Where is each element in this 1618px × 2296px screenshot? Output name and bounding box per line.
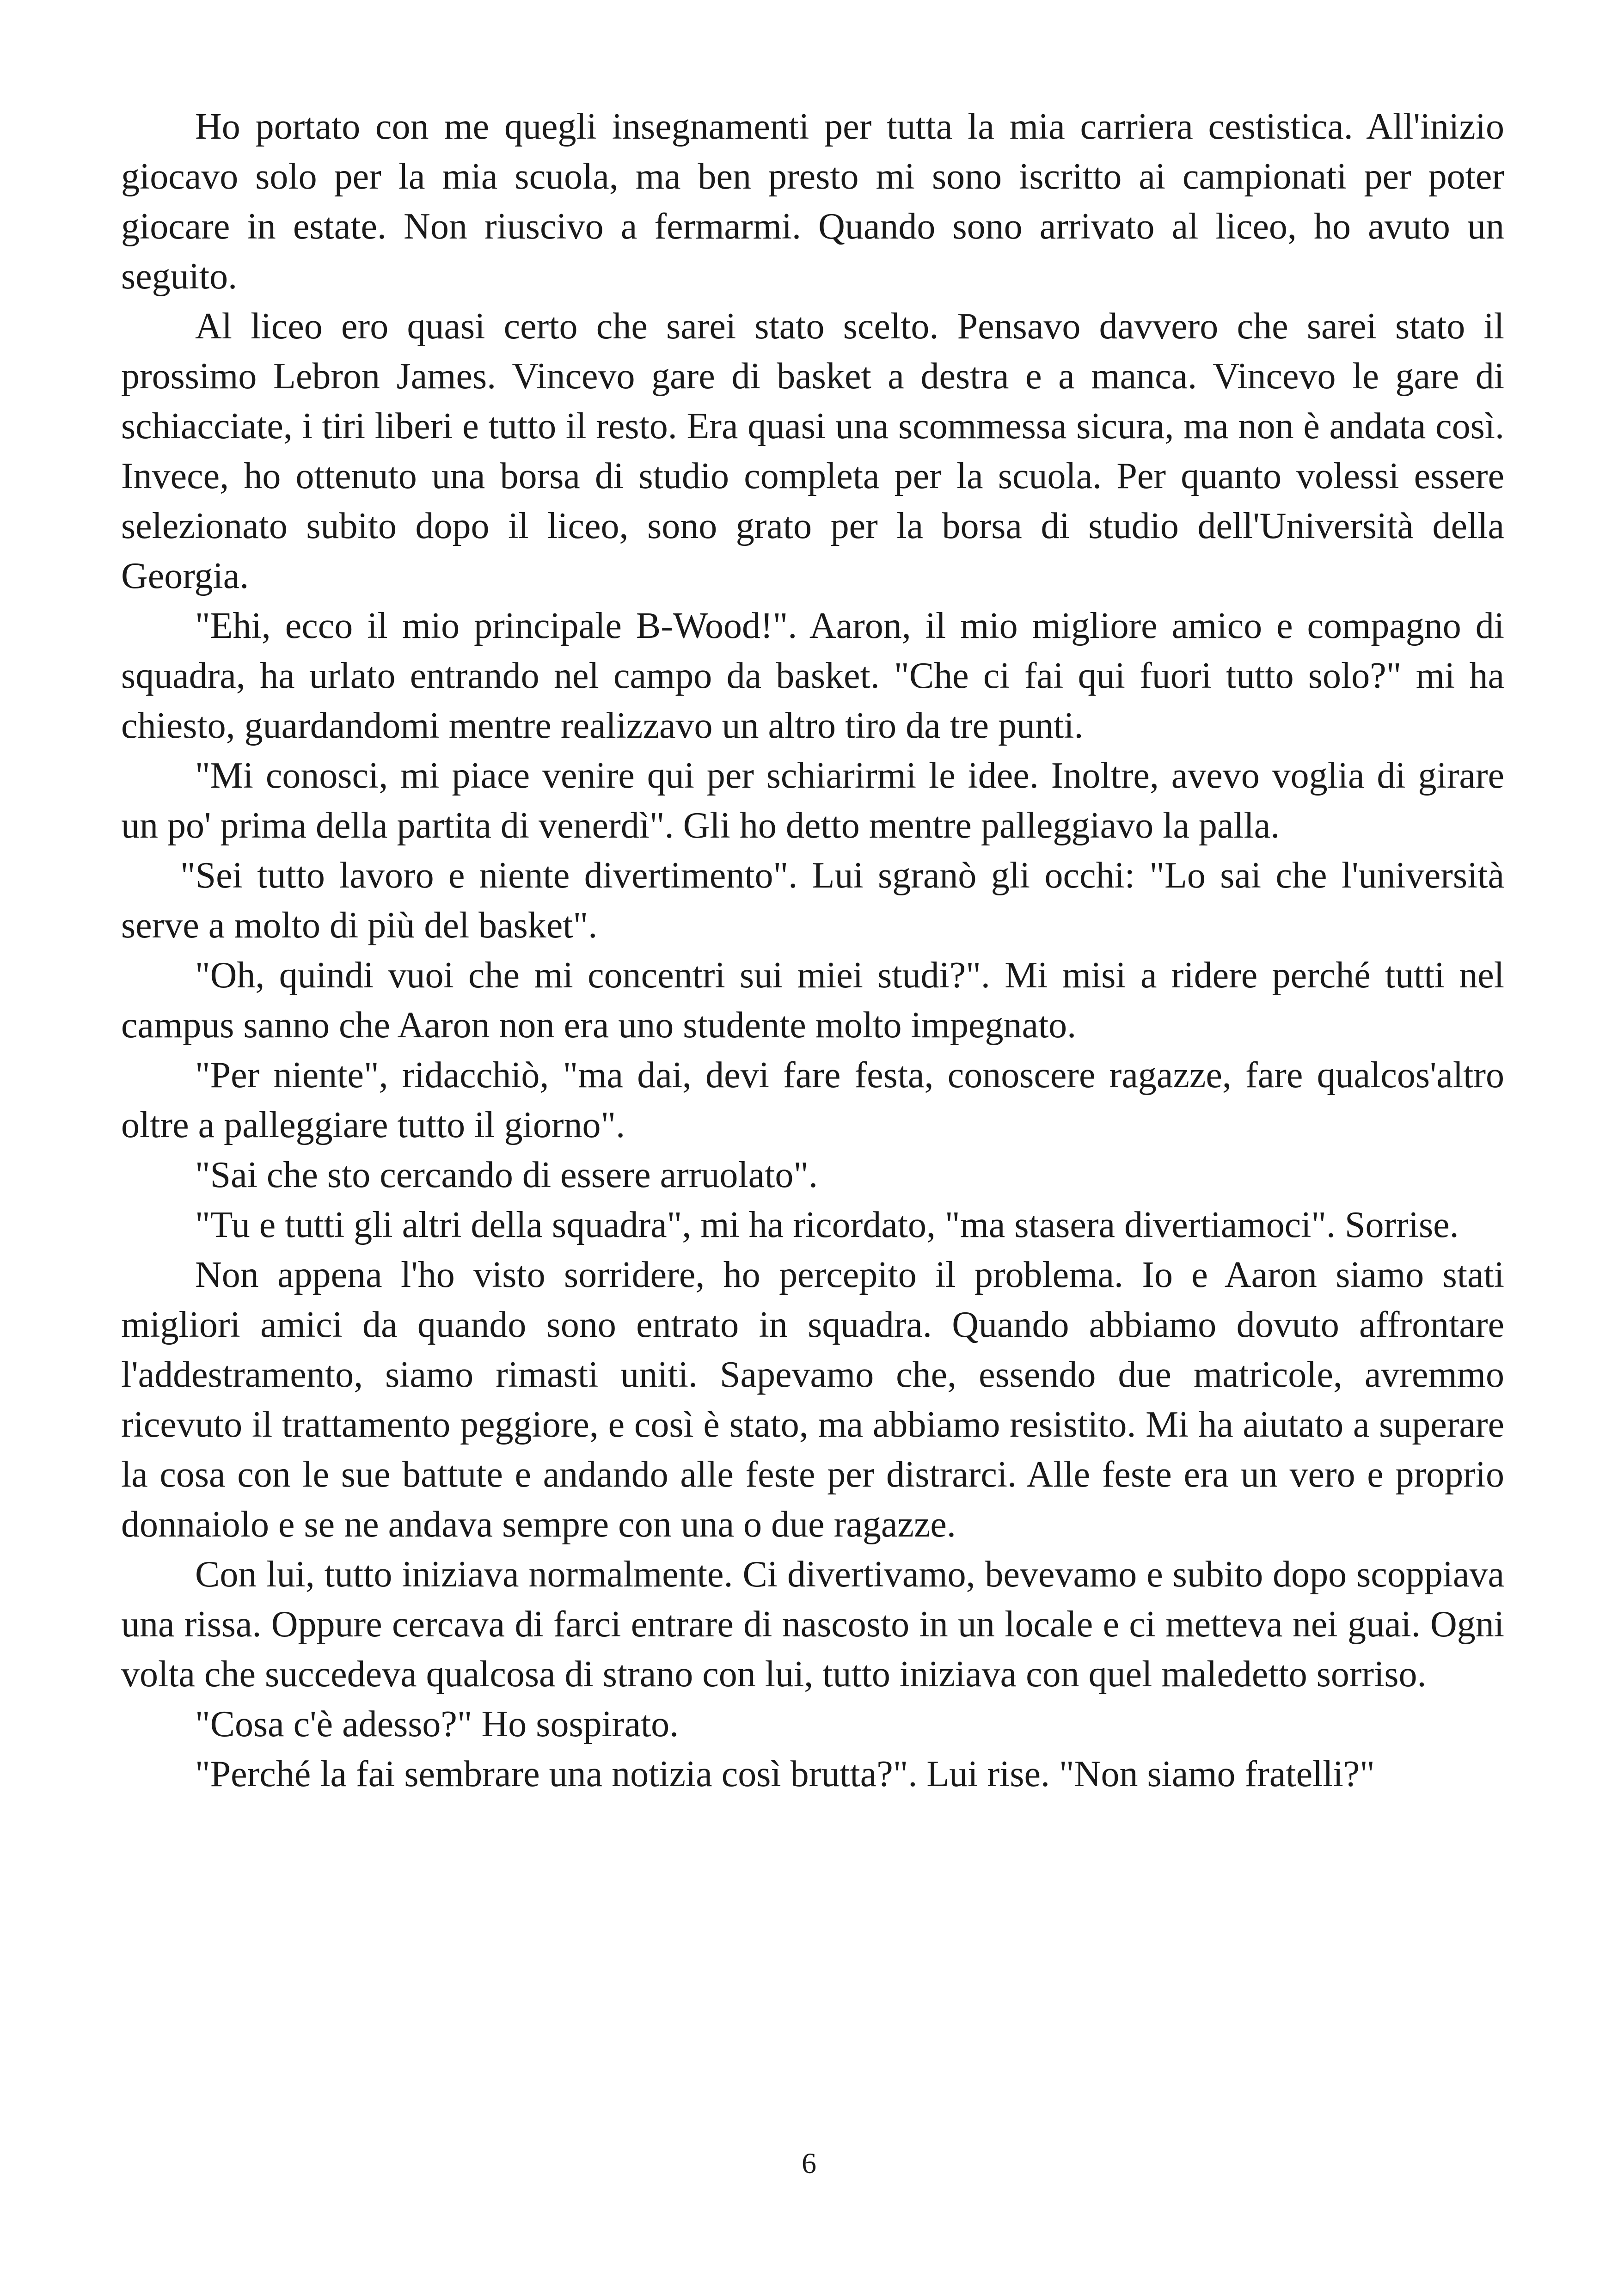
paragraph: Al liceo ero quasi certo che sarei stato scelto. Pensavo davvero che sarei stato il prossimo Lebron James. Vincevo gare di basket a destra e a manca. Vincevo le gare di schiacciate, i tiri liberi e tutto il resto. Era quasi una scommessa sicura, ma non è andata così. Invece, ho ottenuto una borsa di studio completa per la scuola. Per quanto volessi essere selezionato subito dopo il liceo, sono grato per la borsa di studio dell'Università della Georgia.	[121, 306, 1504, 596]
paragraph: "Tu e tutti gli altri della squadra", mi ha ricordato, "ma stasera divertiamoci". Sorrise.	[195, 1205, 1459, 1245]
page-number: 6	[802, 2147, 816, 2180]
paragraph: "Per niente", ridacchiò, "ma dai, devi fare festa, conoscere ragazze, fare qualcos'altro oltre a palleggiare tutto il giorno".	[121, 1055, 1504, 1145]
paragraph: Ho portato con me quegli insegnamenti per tutta la mia carriera cestistica. All'inizio giocavo solo per la mia scuola, ma ben presto mi sono iscritto ai campionati per poter giocare in estate. Non riuscivo a fermarmi. Quando sono arrivato al liceo, ho avuto un seguito.	[121, 106, 1504, 297]
page-body	[121, 102, 1504, 1799]
paragraph: "Cosa c'è adesso?" Ho sospirato.	[195, 1704, 679, 1745]
paragraph: "Perché la fai sembrare una notizia così brutta?". Lui rise. "Non siamo fratelli?"	[195, 1754, 1375, 1794]
paragraph: "Sei tutto lavoro e niente divertimento". Lui sgranò gli occhi: "Lo sai che l'università serve a molto di più del basket".	[121, 855, 1504, 946]
paragraph: "Ehi, ecco il mio principale B-Wood!". Aaron, il mio migliore amico e compagno di squadra, ha urlato entrando nel campo da basket. "Che ci fai qui fuori tutto solo?" mi ha chiesto, guardandomi mentre realizzavo un altro tiro da tre punti.	[121, 606, 1504, 746]
paragraph: Con lui, tutto iniziava normalmente. Ci divertivamo, bevevamo e subito dopo scoppiava una rissa. Oppure cercava di farci entrare di nascosto in un locale e ci metteva nei guai. Ogni volta che succedeva qualcosa di strano con lui, tutto iniziava con quel maledetto sorriso.	[121, 1554, 1504, 1695]
paragraph: "Sai che sto cercando di essere arruolato".	[195, 1155, 818, 1195]
paragraph: "Oh, quindi vuoi che mi concentri sui miei studi?". Mi misi a ridere perché tutti nel campus sanno che Aaron non era uno studente molto impegnato.	[121, 955, 1504, 1046]
paragraph: Non appena l'ho visto sorridere, ho percepito il problema. Io e Aaron siamo stati migliori amici da quando sono entrato in squadra. Quando abbiamo dovuto affrontare l'addestramento, siamo rimasti uniti. Sapevamo che, essendo due matricole, avremmo ricevuto il trattamento peggiore, e così è stato, ma abbiamo resistito. Mi ha aiutato a superare la cosa con le sue battute e andando alle feste per distrarci. Alle feste era un vero e proprio donnaiolo e se ne andava sempre con una o due ragazze.	[121, 1255, 1504, 1545]
paragraph: "Mi conosci, mi piace venire qui per schiarirmi le idee. Inoltre, avevo voglia di girare un po' prima della partita di venerdì". Gli ho detto mentre palleggiavo la palla.	[121, 755, 1504, 846]
